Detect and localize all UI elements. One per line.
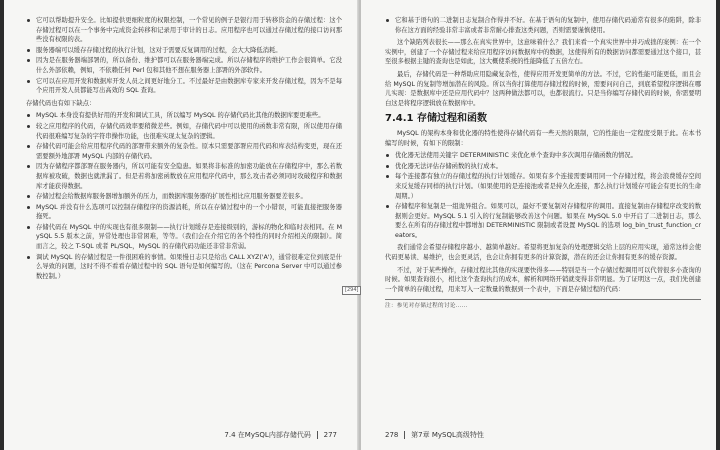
footer-page-number: 278: [385, 431, 399, 439]
book-spread: [4, 0, 716, 450]
paragraph: 不过，对于某些操作，存储过程比其他的实现要快得多——特别是当一个存储过程调用可以代替很多小查询的时候。如果查询很小，相比这个查询执行的成本，解析和网络开销就变得非常明显。为了证明这一点，我们先创建一个简单的存储过程，用来写入一定数量的数据到一个表中，下面是存储过程的代码：: [385, 266, 701, 293]
footnote: 注：参见对存储过程的讨论……: [385, 299, 701, 312]
list-item: 每个连接都有独立的存储过程的执行计划缓存。如果有多个连接需要调用同一个存储过程，将会浪费缓存空间来反复缓存同样的执行计划。（如果使用的是连接池或者是持久化连接，那么执行计划缓存可能会有更长的生命周期。）: [385, 172, 701, 201]
downsides-intro: 存储代码也有如下缺点：: [26, 99, 96, 107]
section-heading: 7.4.1 存储过程和函数: [385, 113, 487, 125]
list-item: 服务器端可以缓存存储过程的执行计划，这对于需要反复调用的过程，会大大降低消耗。: [26, 46, 342, 56]
right-page-content: [385, 16, 701, 312]
left-page: [4, 0, 359, 450]
list-item: 存储程序和复制是一组诡异组合。如果可以，最好不要复制对存储程序的调用。直接复制由存储程序改变的数据则会更好。MySQL 5.1 引入的行复制能够改善这个问题。如果在 MySQL 5.0 中开启了二进制日志，那么要么在所有的存储过程中都增加 DETERMINISTIC 限制或者设置 MySQL 的选项 log_bin_trust_function_creators。: [385, 202, 701, 240]
list-item: 因为存储程序都部署在服务器内，所以可能有安全隐患。如果将非标准的加密功能放在存储程序中，那么若数据库被攻破，数据也就泄漏了。但是若将加密函数放在应用程序代码中，那么攻击者必须同时攻破程序和数据库才能获得数据。: [26, 162, 342, 191]
right-page-footer: [385, 430, 484, 440]
list-item: 存储过程会给数据库服务器增加额外的压力，而数据库服务器的扩展性相比应用服务器要差很多。: [26, 192, 342, 202]
left-bullets-top: [26, 16, 342, 96]
left-page-footer: [224, 430, 337, 440]
footer-divider: [317, 431, 318, 439]
footer-chapter-title: 第7章 MySQL高级特性: [411, 431, 484, 439]
list-item: 因为是在服务器端部署的，所以备份、维护都可以在服务器端完成。所以存储程序的维护工作会很简单。它没什么外部依赖，例如，不依赖任何 Perl 包和其他不想在服务器上部署的外部软件。: [26, 56, 342, 75]
list-item: 存储代码可能会给应用程序代码的部署带来额外的复杂性。原本只需要部署应用代码和库表结构变更，现在还需要额外地部署 MySQL 内部的存储代码。: [26, 142, 342, 161]
footer-page-number: 277: [323, 431, 337, 439]
list-item: 优化器无法评估存储函数的执行成本。: [385, 162, 701, 172]
list-item: 它和基于语句的二进制日志复制合作得并不好。在基于语句的复制中，使用存储代码通常有很多的陷阱，除非你在这方面的经验非常丰富或者非常耐心排查这类问题，否则需要谨慎使用。: [385, 16, 701, 35]
list-item: 它可以帮助提升安全。比如提供更细粒度的权限控制，一个常见的例子是银行用于转移资金的存储过程：这个存储过程可以在一个事务中完成资金转移和记录用于审计的日志。应用程序也可以通过存储过程的接口访问那些没有权限的表。: [26, 16, 342, 45]
list-item: MySQL 并没有什么选项可以控制存储程序的资源消耗，所以在存储过程中的一个小错误，可能直接把服务器拖死。: [26, 203, 342, 222]
left-page-content: [26, 16, 342, 284]
right-bullets-mid: [385, 151, 701, 240]
footer-section-title: 7.4 在MySQL内部存储代码: [224, 431, 311, 439]
right-bullets-top: [385, 16, 701, 35]
paragraph: 最后，存储代码是一种帮助应用隐藏复杂性，使得应用开发更简单的方法。不过，它的性能可能更低，而且会给 MySQL 的复制等增加潜在的风险。所以当你打算使用存储过程的时候，需要问问自己，到底希望程序逻辑在哪儿实现：是数据库中还是应用代码中？这两种做法都可以，也都很流行。只是当你编写存储代码的时候，你需要明白这是将程序逻辑放在数据库中。: [385, 70, 701, 107]
section-intro: MySQL 的架构本身和优化器的特性使得存储代码有一些天然的限制，它的性能也一定程度受限于此。在本书编写的时候，有如下的限制：: [385, 129, 701, 147]
margin-page-tag: [294]: [342, 286, 361, 295]
list-item: 优化器无法使用关键字 DETERMINISTIC 来优化单个查询中多次调用存储函数的情况。: [385, 151, 701, 161]
paragraph: 这个缺陷列表很长——那么在真实世界中，这意味着什么？我们来看一个真实世界中并巧成拙的案例：在一个实例中，创建了一个存储过程来给应用程序访问数据库中的数据，这使得所有的数据访问都需要通过这个接口，甚至很多根据主键的查询也是如此，这大概使系统的性能降低了五倍左右。: [385, 39, 701, 66]
right-page: [361, 0, 716, 450]
paragraph: 我们通常会希望存储程序越小、越简单越好。希望将更加复杂的处理逻辑交给上层的应用实现，通常这样会使代码更易读、易维护，也会更灵活，也会让你拥有更多的计算资源，潜在的还会让你拥有更多的缓存资源。: [385, 244, 701, 262]
list-item: 存储代码在 MySQL 中的实现也有很多限制——执行计划缓存是连接级别的，游标的物化和临时表相同。在 MySQL 5.5 版本之前，异常处理也非常困难，等等。（我们会在介绍它的各个特性的同时介绍相关的限制）。简而言之，较之 T-SQL 或者 PL/SQL，MySQL 的存储代码功能还非常非常弱。: [26, 223, 342, 252]
left-bullets-bottom: [26, 111, 342, 281]
list-item: MySQL 本身没有提供好用的开发和调试工具，所以编写 MySQL 的存储代码比其他的数据库要更难些。: [26, 111, 342, 121]
list-item: 它可以在应用开发和数据库开发人员之间更好地分工。不过最好是由数据库专家来开发存储过程，因为不是每个应用开发人员都能写出高效的 SQL 查询。: [26, 77, 342, 96]
list-item: 调试 MySQL 的存储过程是一件很困难的事情。如果慢日志只是给出 CALL XYZ('A')，通常很难定位到底是什么导致的问题，这时不得不看看存储过程中的 SQL 语句是如何编写的。（这在 Percona Server 中可以通过参数控制。）: [26, 253, 342, 282]
footer-divider: [404, 431, 405, 439]
list-item: 较之应用程序的代码，存储代码效率要稍微差些。例如，存储代码中可以使用的函数非常有限，所以使用存储代码很难编写复杂的字符串操作功能，也很难实现太复杂的逻辑。: [26, 122, 342, 141]
